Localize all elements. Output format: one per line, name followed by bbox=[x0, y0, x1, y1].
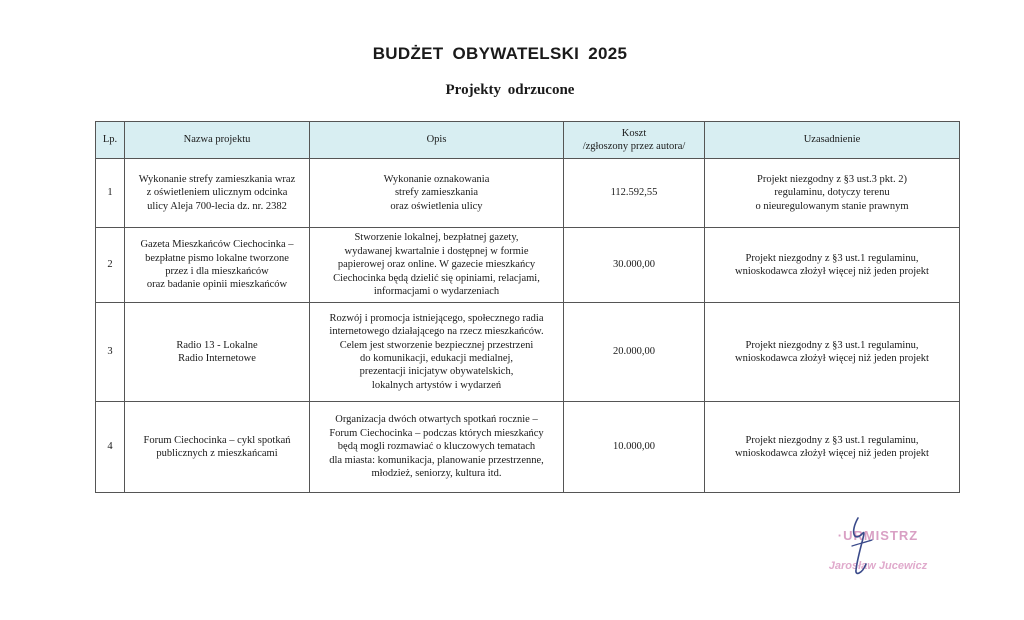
header-cost-line: Koszt bbox=[621, 127, 647, 139]
cell-description bbox=[310, 402, 564, 493]
cell-description bbox=[310, 159, 564, 228]
cell-text-line: internetowego działającego na rzecz mieszkańców. bbox=[329, 326, 544, 338]
cell-text-line: młodzież, seniorzy, kultura itd. bbox=[371, 468, 502, 480]
cell-name bbox=[125, 303, 310, 402]
stamp-name: Jarosław Jucewicz bbox=[828, 560, 928, 572]
cell-text-line: Projekt niezgodny z §3 ust.3 pkt. 2) bbox=[757, 173, 907, 185]
cell-text-line: o nieuregulowanym stanie prawnym bbox=[755, 200, 909, 212]
cell-text-line: Gazeta Mieszkańców Ciechocinka – bbox=[140, 239, 294, 251]
cell-name bbox=[125, 402, 310, 493]
cell-text-line: ulicy Aleja 700-lecia dz. nr. 2382 bbox=[147, 200, 287, 212]
cell-description bbox=[310, 303, 564, 402]
cell-text-line: Organizacja dwóch otwartych spotkań rocznie – bbox=[335, 414, 538, 426]
cell-text-line: oraz oświetlenia ulicy bbox=[390, 200, 483, 212]
table-row bbox=[96, 228, 960, 303]
cell-text-line: Ciechocinka będą dzielić się opiniami, relacjami, bbox=[333, 272, 540, 284]
cell-text-line: oraz badanie opinii mieszkańców bbox=[146, 279, 288, 291]
table-row bbox=[96, 402, 960, 493]
cell-text-line: wydawanej kwartalnie i dostępnej w formie bbox=[344, 245, 529, 257]
table-header-row bbox=[96, 122, 960, 159]
cell-text-line: wnioskodawca złożył więcej niż jeden projekt bbox=[735, 353, 929, 364]
cell-text-line: lokalnych artystów i wydarzeń bbox=[371, 379, 502, 391]
cell-justification bbox=[705, 228, 960, 303]
cell-cost: 30.000,00 bbox=[564, 228, 705, 303]
header-name: Nazwa projektu bbox=[125, 122, 310, 159]
cell-text-line: publicznych z mieszkańcami bbox=[156, 448, 278, 459]
cell-text-line: Rozwój i promocja istniejącego, społecznego radia bbox=[329, 312, 544, 324]
cell-text-line: do komunikacji, edukacji medialnej, bbox=[359, 353, 514, 364]
cell-text-line: Projekt niezgodny z §3 ust.1 regulaminu, bbox=[745, 339, 919, 351]
cell-justification bbox=[705, 303, 960, 402]
header-cost-line: /zgłoszony przez autora/ bbox=[582, 141, 686, 152]
cell-text-line: będą mogli rozmawiać o kluczowych tematach bbox=[337, 441, 536, 453]
header-justification: Uzasadnienie bbox=[705, 122, 960, 159]
cell-text-line: informacjami o wydarzeniach bbox=[373, 286, 500, 298]
handwritten-signature bbox=[828, 512, 898, 582]
cell-text-line: wnioskodawca złożył więcej niż jeden projekt bbox=[735, 266, 929, 277]
cell-text-line: strefy zamieszkania bbox=[394, 187, 479, 199]
cell-text-line: dla miasta: komunikacja, planowanie przestrzenne, bbox=[329, 454, 544, 466]
cell-name bbox=[125, 159, 310, 228]
cell-description bbox=[310, 228, 564, 303]
cell-text-line: przez i dla mieszkańców bbox=[165, 266, 269, 277]
cell-text-line: Projekt niezgodny z §3 ust.1 regulaminu, bbox=[745, 252, 919, 264]
stamp-title: ·URMISTRZ bbox=[837, 528, 919, 543]
cell-text-line: wnioskodawca złożył więcej niż jeden projekt bbox=[735, 448, 929, 459]
cell-text-line: z oświetleniem ulicznym odcinka bbox=[146, 187, 288, 199]
cell-lp: 2 bbox=[96, 228, 125, 303]
cell-lp: 1 bbox=[96, 159, 125, 228]
cell-lp: 3 bbox=[96, 303, 125, 402]
cell-text-line: Wykonanie oznakowania bbox=[383, 173, 490, 185]
cell-justification bbox=[705, 402, 960, 493]
cell-cost: 20.000,00 bbox=[564, 303, 705, 402]
document-title: BUDŻET OBYWATELSKI 2025 bbox=[372, 44, 628, 63]
cell-text-line: prezentacji inicjatyw obywatelskich, bbox=[359, 366, 514, 378]
cell-text-line: Projekt niezgodny z §3 ust.1 regulaminu, bbox=[745, 434, 919, 446]
document-subtitle: Projekty odrzucone bbox=[445, 82, 575, 98]
table-row bbox=[96, 303, 960, 402]
cell-text-line: regulaminu, dotyczy terenu bbox=[774, 187, 890, 199]
cell-text-line: Forum Ciechocinka – cykl spotkań bbox=[143, 434, 291, 446]
cell-text-line: Stworzenie lokalnej, bezpłatnej gazety, bbox=[354, 232, 519, 244]
header-cost bbox=[564, 122, 705, 159]
cell-lp: 4 bbox=[96, 402, 125, 493]
cell-text-line: Celem jest stworzenie bezpiecznej przestrzeni bbox=[339, 339, 534, 351]
cell-text-line: papierowej oraz online. W gazecie mieszkańcy bbox=[337, 259, 536, 271]
cell-cost: 112.592,55 bbox=[564, 159, 705, 228]
header-lp: Lp. bbox=[96, 122, 125, 159]
cell-name bbox=[125, 228, 310, 303]
rejected-projects-table bbox=[95, 121, 960, 493]
cell-justification bbox=[705, 159, 960, 228]
cell-text-line: Forum Ciechocinka – podczas których mieszkańcy bbox=[329, 427, 544, 439]
header-description: Opis bbox=[310, 122, 564, 159]
cell-text-line: bezpłatne pismo lokalne tworzone bbox=[145, 252, 289, 264]
cell-text-line: Radio 13 - Lokalne bbox=[176, 339, 258, 351]
cell-cost: 10.000,00 bbox=[564, 402, 705, 493]
cell-text-line: Wykonanie strefy zamieszkania wraz bbox=[138, 173, 296, 185]
cell-text-line: Radio Internetowe bbox=[178, 353, 256, 364]
table-row bbox=[96, 159, 960, 228]
